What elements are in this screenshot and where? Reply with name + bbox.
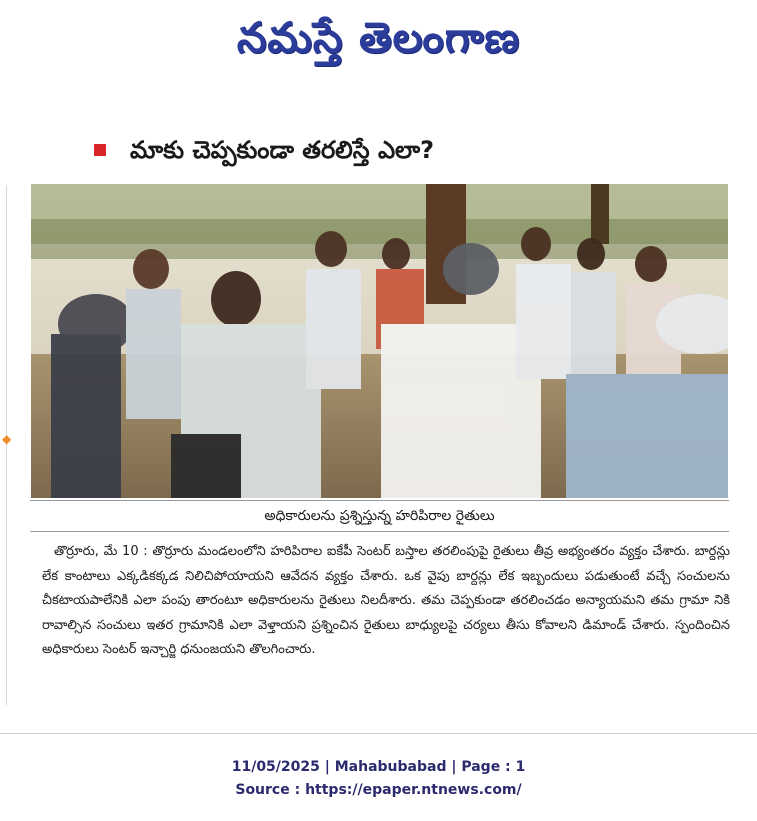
- headline-text: మాకు చెప్పకుండా తరలిస్తే ఎలా?: [130, 136, 435, 164]
- article-headline: [94, 128, 714, 168]
- article-body: తొర్రూరు, మే 10 : తొర్రూరు మండలంలోని హరిపిరాల ఐకేపీ సెంటర్ బస్తాల తరలింపుపై రైతులు తీవ్ర అభ్యంతరం వ్యక్తం చేశారు. బార్దన్లు లేక కాంటాలు ఎక్కడికక్కడ నిలిచిపోయాయని ఆవేదన వ్యక్తం చేశారు. ఒక వైపు బార్దన్లు లేక ఇబ్బందులు పడుతుంటే వచ్చే సంచులను చీకటాయపాలేనికి ఎలా పంపు తారంటూ అధికారులను రైతులు నిలదీశారు. తమ చెప్పకుండా తరలించడం అన్యాయమని తమ గ్రామా నికి రావాల్సిన సంచులు ఇతర గ్రామానికి ఎలా వెళ్తాయని ప్రశ్నించిన రైతులు బాధ్యులపై చర్యలు తీసు కోవాలని డిమాండ్ చేశారు. స్పందించిన అధికారులు సెంటర్ ఇన్చార్జి ధనుంజయని తొలగించారు.: [42, 544, 730, 657]
- square-bullet-icon: [94, 144, 106, 156]
- footer-divider: [0, 733, 757, 734]
- diamond-marker-icon: ◆: [2, 432, 12, 446]
- newspaper-logo-title: నమస్తే తెలంగాణ: [236, 13, 521, 62]
- source-link[interactable]: Source : https://epaper.ntnews.com/: [235, 782, 522, 798]
- photo-caption: అధికారులను ప్రశ్నిస్తున్న హరిపిరాల రైతులు: [30, 500, 729, 532]
- news-photo: [31, 184, 728, 498]
- edition-info: 11/05/2025 | Mahabubabad | Page : 1: [231, 759, 526, 775]
- masthead: [0, 0, 757, 80]
- crowd-photo-illustration: [31, 184, 728, 498]
